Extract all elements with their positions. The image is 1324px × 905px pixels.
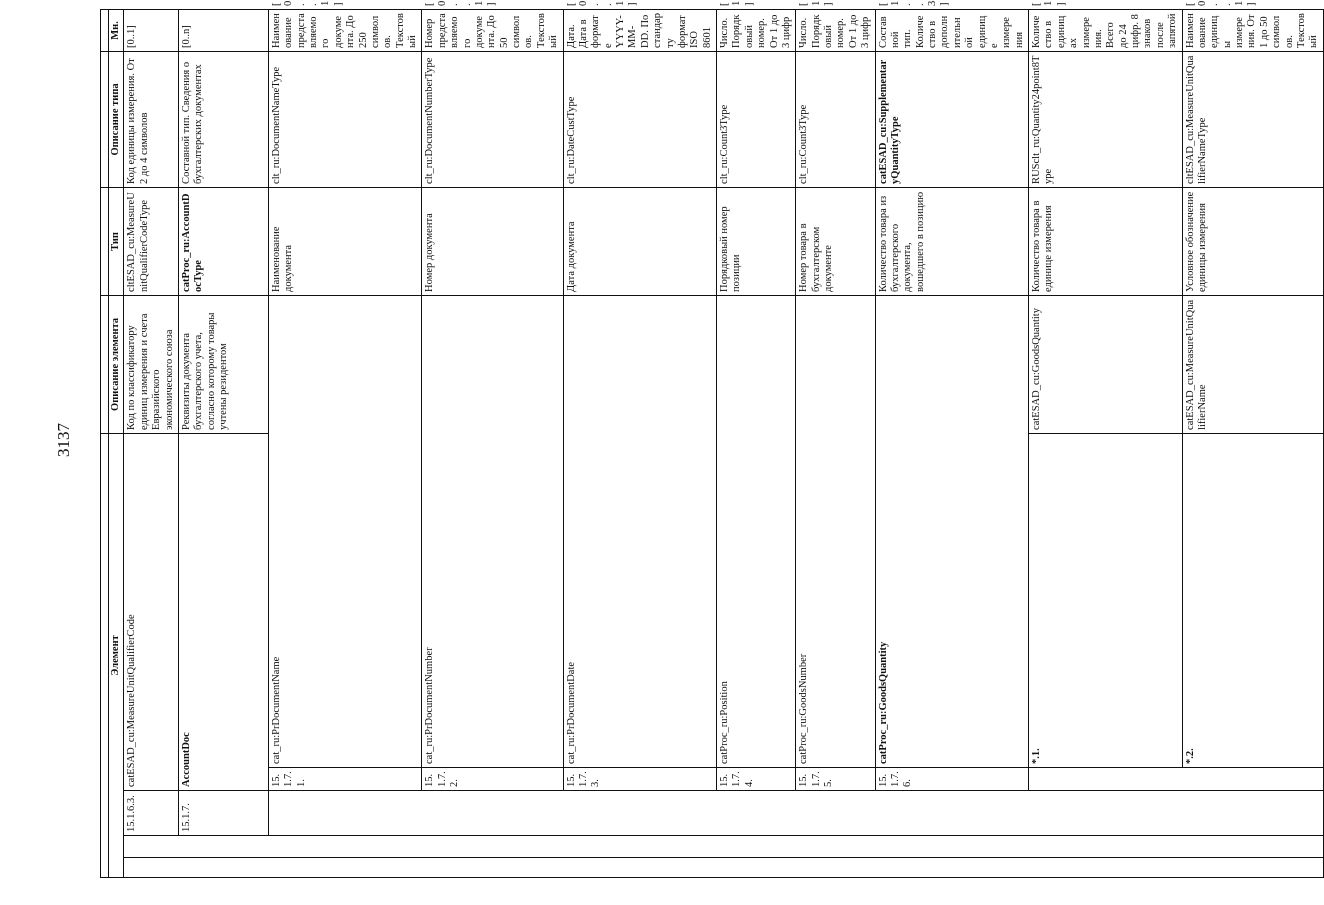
table-row: 15.1.7.5. catProc_ru:GoodsNumber Номер товара в бухгалтерском документе clt_ru:Count3Type Число. Порядковый номер. От 1 до 3 цифр [1] <box>796 9 875 877</box>
row-number: 15.1.7.6. <box>875 768 1029 791</box>
header-type: Тип <box>109 187 124 295</box>
row-number: 15.1.7. <box>178 791 268 836</box>
row-type-description: Число. Порядковый номер. От 1 до 3 цифр <box>717 9 796 51</box>
row-element: catProc_ru:GoodsQuantity <box>875 295 1029 767</box>
row-number: *.2. <box>1182 433 1323 767</box>
row-type: clt_ru:Count3Type <box>717 51 796 187</box>
row-type-description: Число. Порядковый номер. От 1 до 3 цифр <box>796 9 875 51</box>
row-type-description: Наименование единицы измерения. От 1 до 50 символов. Текстовый <box>1182 9 1323 51</box>
row-type: clt_ru:DocumentNumberType <box>422 51 563 187</box>
table-row <box>124 9 179 877</box>
row-type: clt_ru:Count3Type <box>796 51 875 187</box>
table-row: 15.1.7.2. cat_ru:PrDocumentNumber Номер документа clt_ru:DocumentNumberType Номер представляемого документа. До 50 символов. Текстовый [0..1] <box>422 9 563 877</box>
table-row: 15.1.7.6. catProc_ru:GoodsQuantity Количество товара из бухгалтерского документа, вошедшего в позицию catESAD_cu:SupplementaryQuantityType Составной тип. Количество в дополнительной единице измерения [1..3] <box>875 9 1029 877</box>
row-type: catESAD_cu:SupplementaryQuantityType <box>875 51 1029 187</box>
elements-table <box>100 0 1324 878</box>
row-description: Порядковый номер позиции <box>717 187 796 295</box>
row-description: Количество товара из бухгалтерского документа, вошедшего в позицию <box>875 187 1029 295</box>
row-type-description: Составной тип. Сведения о бухгалтерских документах <box>178 51 268 187</box>
row-type-description: Дата. Дата в формате YYYY-MM-DD. По стандарту формат ISO 8601 <box>563 9 717 51</box>
column-numbering-row <box>101 9 109 877</box>
row-multiplicity: [0..1] <box>124 9 179 51</box>
row-number: 15.1.7.4. <box>717 768 796 791</box>
row-number: *.1. <box>1029 433 1183 767</box>
row-description: Номер товара в бухгалтерском документе <box>796 187 875 295</box>
row-element: cat_ru:PrDocumentNumber <box>422 295 563 767</box>
row-description: Условное обозначение единицы измерения <box>1182 187 1323 295</box>
row-type: catProc_ru:AccountDocType <box>178 187 268 295</box>
row-number: 15.1.6.3. <box>124 791 179 836</box>
table-row <box>178 9 268 877</box>
row-element: catProc_ru:Position <box>717 295 796 767</box>
header-row <box>109 9 124 877</box>
row-number: 15.1.7.3. <box>563 768 717 791</box>
table-row: 15.1.7.3. cat_ru:PrDocumentDate Дата документа clt_ru:DateCustType Дата. Дата в формате YYYY-MM-DD. По стандарту формат ISO 8601 [0..1] <box>563 9 717 877</box>
row-element: catESAD_cu:GoodsQuantity <box>1029 295 1183 433</box>
row-type-description: Номер представляемого документа. До 50 символов. Текстовый <box>422 9 563 51</box>
row-description: Наименование документа <box>268 187 422 295</box>
row-description: Дата документа <box>563 187 717 295</box>
row-type-description: Количество в единицах измерения. Всего до 24 цифр. 8 знаков после запятой <box>1029 9 1183 51</box>
header-type-description: Описание типа <box>109 51 124 187</box>
indent-cell <box>124 836 1323 858</box>
row-number: 15.1.7.2. <box>422 768 563 791</box>
row-type-description: Составной тип. Количество в дополнительной единице измерения <box>875 9 1029 51</box>
row-element: cat_ru:PrDocumentName <box>268 295 422 767</box>
row-number: 15.1.7.5. <box>796 768 875 791</box>
row-element: catESAD_cu:MeasureUnitQualifierCode <box>124 433 179 790</box>
row-element: catESAD_cu:MeasureUnitQualifierName <box>1182 295 1323 433</box>
row-type: clt_ru:DateCustType <box>563 51 717 187</box>
rotated-table-container <box>100 0 1320 878</box>
header-element: Элемент <box>109 433 124 877</box>
row-description: Номер документа <box>422 187 563 295</box>
row-type: cltESAD_cu:MeasureUnitQualifierNameType <box>1182 51 1323 187</box>
row-element: catProc_ru:GoodsNumber <box>796 295 875 767</box>
indent-cell <box>1029 768 1324 791</box>
row-multiplicity: [0..n] <box>178 9 268 51</box>
row-type: RUSclt_ru:Quantity24point8Type <box>1029 51 1183 187</box>
row-element: cat_ru:PrDocumentDate <box>563 295 717 767</box>
row-type-description: Наименование представляемого документа. До 250 символов. Текстовый <box>268 9 422 51</box>
row-type: cltESAD_cu:MeasureUnitQualifierCodeType <box>124 187 179 295</box>
row-description: Код по классификатору единиц измерения и счета Евразийского экономического союза <box>124 295 179 433</box>
row-description: Реквизиты документа бухгалтерского учета, согласно которому товары учтены резидентом <box>178 295 268 433</box>
row-type: clt_ru:DocumentNameType <box>268 51 422 187</box>
table-row: 15.1.7.1. cat_ru:PrDocumentName Наименование документа clt_ru:DocumentNameType Наименование представляемого документа. До 250 символов. Текстовый [0..1] <box>268 9 422 877</box>
table-row: *.1. catESAD_cu:GoodsQuantity Количество товара в единице измерения RUSclt_ru:Quantity24point8Type Количество в единицах измерения. Всего до 24 цифр. 8 знаков после запятой [1] <box>1029 9 1183 877</box>
page-number: 3137 <box>54 423 73 457</box>
table-row: 15.1.7.4. catProc_ru:Position Порядковый номер позиции clt_ru:Count3Type Число. Порядковый номер. От 1 до 3 цифр [1] <box>717 9 796 877</box>
indent-cell <box>124 858 1323 878</box>
indent-cell <box>268 791 1323 836</box>
row-number: 15.1.7.1. <box>268 768 422 791</box>
row-type-description: Код единицы измерения. От 2 до 4 символов <box>124 51 179 187</box>
row-description: Количество товара в единице измерения <box>1029 187 1183 295</box>
table-row: *.2. catESAD_cu:MeasureUnitQualifierName Условное обозначение единицы измерения cltESAD_cu:MeasureUnitQualifierNameType Наименование единицы измерения. От 1 до 50 символов. Текстовый [0..1] <box>1182 9 1323 877</box>
header-multiplicity: Мн. <box>109 9 124 51</box>
row-element: AccountDoc <box>178 433 268 790</box>
header-description: Описание элемента <box>109 295 124 433</box>
